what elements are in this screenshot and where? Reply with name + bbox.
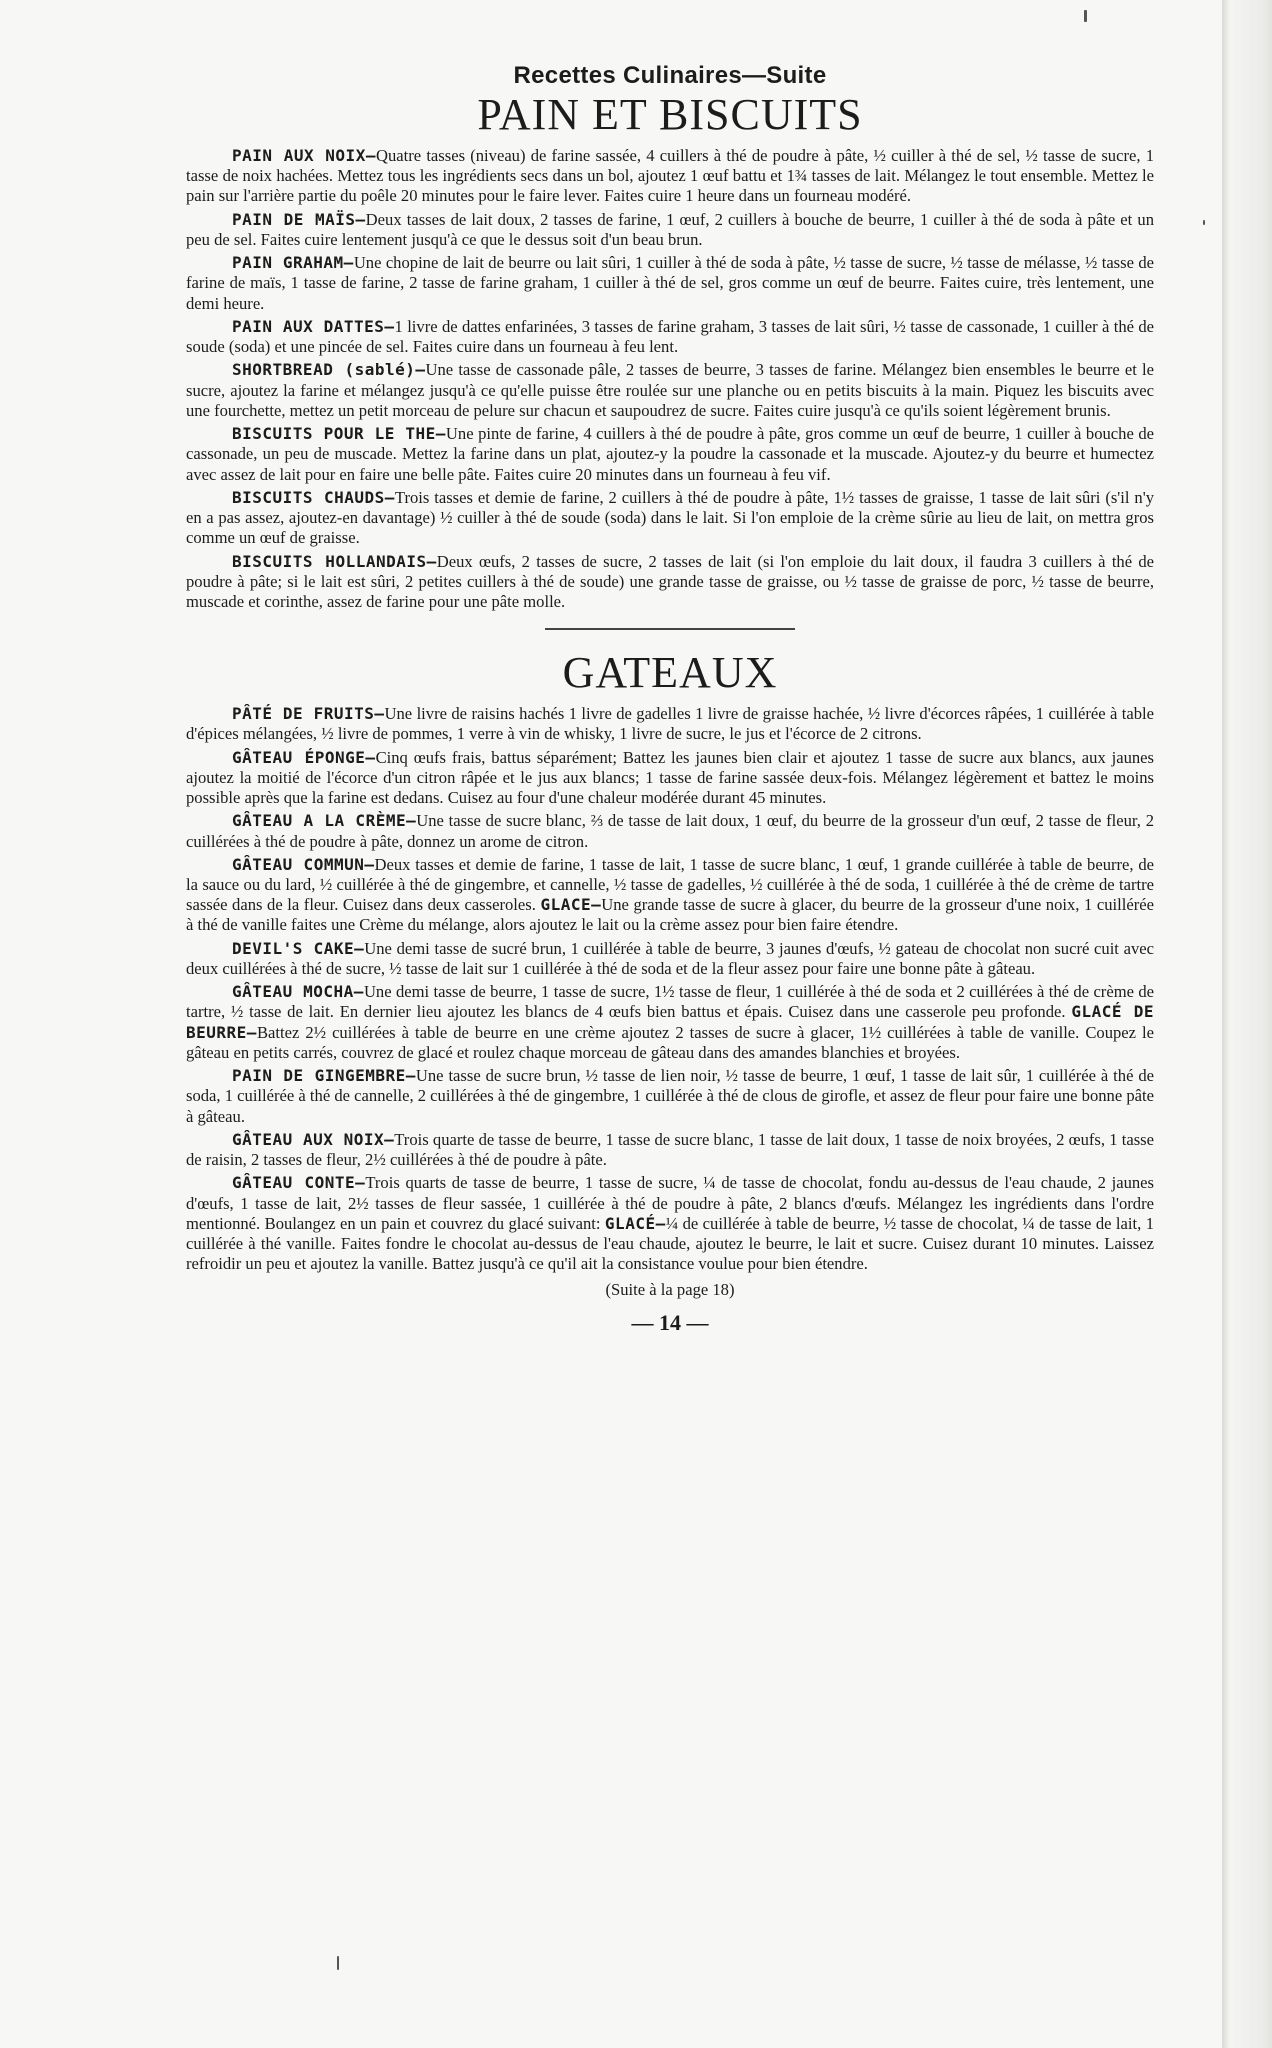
page-number: — 14 — <box>631 1310 709 1336</box>
recipe-text: Trois tasses et demie de farine, 2 cuillers à thé de poudre à pâte, 1½ tasses de graisse, 1 tasse de lait sûri (s'il n'y en a pas assez, ajoutez-en davantage) ½ cuiller à thé de soude (soda) dans le lait. Si l'on emploie de la crème sûrie au lieu de lait, on mettra gros comme un œuf de graisse. <box>186 487 1155 548</box>
recipe-name: GÂTEAU MOCHA— <box>232 982 364 1002</box>
recipe-text: Cinq œufs frais, battus séparément; Battez les jaunes bien clair et ajoutez 1 tasse de sucre aux blancs, aux jaunes ajoutez la moitié de l'écorce d'un citron râpée et le jus aux blancs; 1 tasse de farine sassée deux-fois. Mélangez légèrement et battez le moins possible après que la farine est dedans. Cuisez au four d'une chaleur modérée durant 45 minutes. <box>186 747 1155 808</box>
recipe-text: Une tasse de sucre brun, ½ tasse de lien noir, ½ tasse de beurre, 1 œuf, 1 tasse de lait sûr, 1 cuillérée à thé de soda, 1 cuillérée à thé de cannelle, 2 cuillérées à thé de gingembre, 1 cuillérée à thé de clous de girofle, et assez de fleur pour faire une bonne pâte à gâteau. <box>186 1066 1155 1126</box>
recipe-text: Une chopine de lait de beurre ou lait sûri, 1 cuiller à thé de soda à pâte, ½ tasse de sucre, ½ tasse de mélasse, ½ tasse de farine de maïs, 1 tasse de farine, 2 tasse de farine graham, 1 cuiller à thé de sel, gros comme un œuf de beurre. Faites cuire, très lentement, une demi heure. <box>186 253 1154 313</box>
recipe-name: PAIN GRAHAM— <box>232 253 354 273</box>
recipe-paragraph <box>186 253 1154 314</box>
book-gutter <box>1222 0 1272 2048</box>
recipe-inline-text: Battez 2½ cuillérées à table de beurre en une crème ajoutez 2 tasses de sucre à glacer, 1½ cuillérées à table de vanille. Coupez le gâteau en petits carrés, couvrez de glacé et roulez chaque morceau de gâteau dans des amandes blanchies et broyées. <box>186 1022 1154 1062</box>
recipe-text: Une tasse de sucre blanc, ⅔ de tasse de lait doux, 1 œuf, du beurre de la grosseur d'un œuf, 2 tasse de fleur, 2 cuillérées à thé de poudre à pâte, donnez un arome de citron. <box>186 811 1154 851</box>
recipe-name: GÂTEAU A LA CRÈME— <box>232 811 417 831</box>
recipe-name: GÂTEAU AUX NOIX— <box>232 1129 395 1149</box>
recipe-paragraph <box>186 488 1154 549</box>
recipe-name: PAIN DE GINGEMBRE— <box>232 1066 416 1086</box>
recipe-name: GÂTEAU CONTE— <box>232 1173 366 1193</box>
recipe-inline-name: GLACÉ— <box>604 1213 666 1233</box>
recipe-text: Une demi tasse de beurre, 1 tasse de sucre, 1½ tasse de fleur, 1 cuillérée à thé de soda et 2 cuillérées à thé de crème de tartre, ½ tasse de lait. En dernier lieu ajoutez les blancs de 4 œufs bien battus et épais. Cuisez dans une casserole peu profonde. <box>186 982 1154 1022</box>
recipe-name: GÂTEAU COMMUN— <box>232 854 375 874</box>
recipe-text: Trois quarts de tasse de beurre, 1 tasse de sucre, ¼ de tasse de chocolat, fondu au-dessus de l'eau chaude, 2 jaunes d'œufs, 1 tasse de lait, 2½ tasses de fleur sassée, 1 cuillérée à thé de poudre à pâte, 2 blancs d'œufs. Mélangez les ingrédients dans l'ordre mentionné. Boulangez en un pain et couvrez du glacé suivant: <box>186 1173 1154 1233</box>
recipe-text: Deux tasses et demie de farine, 1 tasse de lait, 1 tasse de sucre blanc, 1 œuf, 1 grande cuillérée à table de beurre, de la sauce ou du lard, ½ cuillérée à thé de gingembre, et cannelle, ½ tasse de gadelles, ½ cuillérée à thé de soda, 1 cuillérée à thé de crème de tartre sassée dans de la fleur. Cuisez dans deux casseroles. <box>186 854 1155 915</box>
section-title-gateaux: GATEAUX <box>545 628 795 696</box>
section-title-pain: PAIN ET BISCUITS <box>477 90 863 139</box>
recipe-name: PAIN AUX NOIX— <box>232 146 376 165</box>
recipe-paragraph <box>186 1066 1154 1127</box>
page-content <box>186 62 1154 1336</box>
recipe-text: Quatre tasses (niveau) de farine sassée, 4 cuillers à thé de poudre à pâte, ½ cuiller à thé de sel, ½ tasse de sucre, 1 tasse de noix hachées. Mettez tous les ingrédients secs dans un bol, ajoutez 1 œuf battu et 1¾ tasses de lait. Mélangez le tout ensemble. Mettez le pain sur l'arrière partie du poêle 20 minutes pour le faire lever. Faites cuire 1 heure dans un fourneau modéré. <box>186 146 1155 206</box>
recipe-name: PÂTÉ DE FRUITS— <box>232 704 385 724</box>
recipe-name: BISCUITS HOLLANDAIS— <box>232 551 437 571</box>
recipe-paragraph <box>186 360 1154 421</box>
recipe-paragraph <box>186 146 1154 207</box>
recipe-paragraph <box>186 811 1154 851</box>
scan-speck-mark <box>1084 10 1087 22</box>
recipe-inline-text: ¼ de cuillérée à table de beurre, ½ tasse de chocolat, ¼ de tasse de lait, 1 cuillérée à thé vanille. Faites fondre le chocolat au-dessus de l'eau chaude, ajoutez le beurre, le lait et sucre. Cuisez durant 10 minutes. Laissez refroidir un peu et ajoutez la vanille. Battez jusqu'à ce qu'il ait la consistance voulue pour bien étendre. <box>186 1213 1155 1274</box>
recipe-paragraph <box>186 424 1154 485</box>
recipe-paragraph <box>186 748 1154 809</box>
recipe-name: DEVIL'S CAKE— <box>232 938 365 958</box>
recipe-name: PAIN AUX DATTES— <box>232 316 395 336</box>
recipe-paragraph <box>186 1130 1154 1170</box>
recipe-text: Deux tasses de lait doux, 2 tasses de farine, 1 œuf, 2 cuillers à bouche de beurre, 1 cuiller à thé de soda à pâte et un peu de sel. Faites cuire lentement jusqu'à ce que le dessus soit d'un beau brun. <box>186 209 1154 249</box>
continuation-note: (Suite à la page 18) <box>605 1280 735 1300</box>
recipe-name: PAIN DE MAÏS— <box>232 209 366 229</box>
recipe-paragraph <box>186 210 1154 250</box>
recipe-paragraph <box>186 855 1154 936</box>
recipe-paragraph <box>186 704 1154 744</box>
recipe-text: Une pinte de farine, 4 cuillers à thé de poudre à pâte, gros comme un œuf de beurre, 1 cuiller à bouche de cassonade, un peu de muscade. Mettez la farine dans un plat, ajoutez-y la poudre la cassonade et la muscade. Ajoutez-y du beurre et humectez avec assez de lait pour en faire une belle pâte. Faites cuire 20 minutes dans un fourneau à feu vif. <box>186 424 1155 484</box>
recipe-inline-name: GLACÉ DE BEURRE— <box>186 1002 1154 1042</box>
recipe-text: Une demi tasse de sucré brun, 1 cuillérée à table de beurre, 3 jaunes d'œufs, ½ gateau de chocolat non sucré cuit avec deux cuillérées à thé de sucre, ½ tasse de lait sur 1 cuillérée à thé de soda et de la fleur assez pour faire une bonne pâte à gâteau. <box>186 938 1154 978</box>
recipe-inline-text: Une grande tasse de sucre à glacer, du beurre de la grosseur d'une noix, 1 cuillérée à thé de vanille faites une Crème du mélange, alors ajoutez le lait ou la crème assez pour bien faire étendre. <box>186 895 1154 935</box>
recipe-name: GÂTEAU ÉPONGE— <box>232 747 376 767</box>
recipe-paragraph <box>186 1173 1154 1274</box>
recipe-text: 1 livre de dattes enfarinées, 3 tasses de farine graham, 3 tasses de lait sûri, ½ tasse de cassonade, 1 cuiller à thé de soude (soda) et une pincée de sel. Faites cuire dans un fourneau à feu lent. <box>186 316 1155 357</box>
recipe-text: Deux œufs, 2 tasses de sucre, 2 tasses de lait (si l'on emploie du lait doux, il faudra 3 cuillers à thé de poudre à pâte; si le lait est sûri, 2 petites cuillers à thé de soude) une grande tasse de graisse, ou ½ tasse de graisse de porc, ½ tasse de beurre, muscade et corinthe, assez de farine pour une pâte molle. <box>186 551 1155 611</box>
recipe-name: BISCUITS CHAUDS— <box>232 487 395 507</box>
scan-speck-mark <box>1203 220 1205 225</box>
running-header: Recettes Culinaires—Suite <box>513 62 827 89</box>
recipe-inline-name: GLACE— <box>540 895 602 915</box>
scan-speck-mark <box>337 1956 339 1970</box>
recipe-text: Une livre de raisins hachés 1 livre de gadelles 1 livre de graisse hachée, ½ livre d'écorces râpées, 1 cuillérée à table d'épices mélangées, ½ livre de pommes, 1 verre à vin de whisky, 1 livre de sucre, le jus et l'écorce de 2 citrons. <box>186 704 1154 744</box>
recipe-text: Une tasse de cassonade pâle, 2 tasses de beurre, 3 tasses de farine. Mélangez bien ensembles le beurre et le sucre, ajoutez la farine et mélangez jusqu'à ce qu'elle puisse être roulée sur une planche ou en petits biscuits à la main. Piquez les biscuits avec une fourchette, mettez un petit morceau de pelure sur chacun et saupoudrez de sucre. Faites cuire jusqu'à ce qu'ils soient légèrement brunis. <box>186 360 1154 420</box>
recipe-paragraph <box>186 982 1154 1063</box>
recipe-text: Trois quarte de tasse de beurre, 1 tasse de sucre blanc, 1 tasse de lait doux, 1 tasse de noix broyées, 2 œufs, 1 tasse de raisin, 2 tasses de fleur, 2½ cuillérées à thé de poudre à pâte. <box>186 1129 1155 1170</box>
recipe-paragraph <box>186 552 1154 613</box>
recipe-paragraph <box>186 317 1154 357</box>
recipe-name: BISCUITS POUR LE THE— <box>232 424 446 444</box>
recipe-name: SHORTBREAD (sablé)— <box>232 360 426 380</box>
recipe-paragraph <box>186 939 1154 979</box>
